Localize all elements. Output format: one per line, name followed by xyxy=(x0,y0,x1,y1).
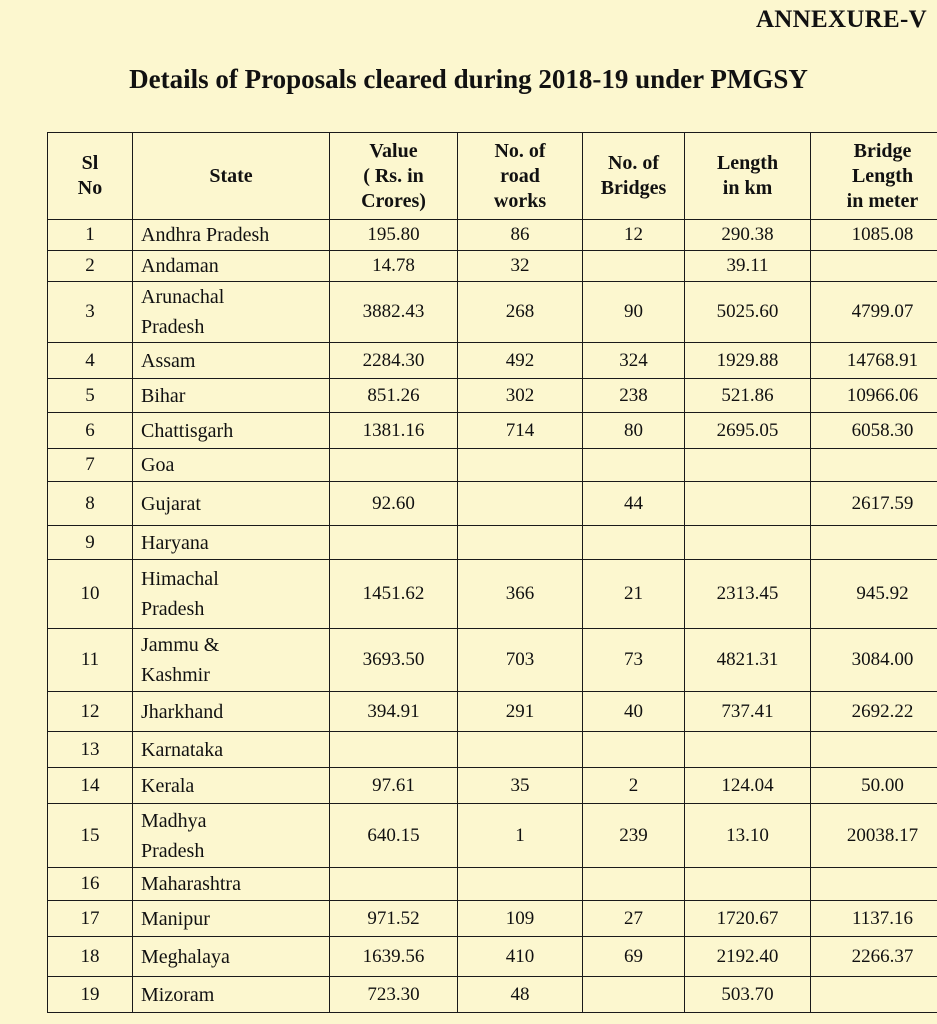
cell-sl-no: 18 xyxy=(48,937,133,977)
cell-bridges: 90 xyxy=(583,282,685,343)
cell-value: 1639.56 xyxy=(330,937,458,977)
cell-road-works: 291 xyxy=(458,692,583,732)
state-name-line: Kashmir xyxy=(141,664,210,686)
header-value: Value ( Rs. in Crores) xyxy=(330,133,458,220)
cell-road-works: 492 xyxy=(458,343,583,379)
cell-sl-no: 1 xyxy=(48,220,133,251)
cell-road-works: 714 xyxy=(458,413,583,449)
cell-bridges xyxy=(583,977,685,1013)
state-name-line: Arunachal xyxy=(141,286,225,308)
table-row xyxy=(48,937,937,977)
cell-bridge-length: 945.92 xyxy=(811,560,937,629)
cell-road-works: 32 xyxy=(458,251,583,282)
cell-bridges: 239 xyxy=(583,804,685,868)
cell-state xyxy=(133,413,330,449)
cell-state xyxy=(133,977,330,1013)
cell-road-works xyxy=(458,732,583,768)
state-name-line: Jammu & xyxy=(141,634,220,656)
cell-sl-no: 19 xyxy=(48,977,133,1013)
cell-bridges: 2 xyxy=(583,768,685,804)
state-name-line: Jharkhand xyxy=(141,700,224,723)
state-name-line: Manipur xyxy=(141,907,210,930)
cell-value xyxy=(330,868,458,901)
cell-length-km xyxy=(685,482,811,526)
cell-sl-no: 17 xyxy=(48,901,133,937)
cell-length-km: 503.70 xyxy=(685,977,811,1013)
table-row xyxy=(48,692,937,732)
cell-bridge-length: 2617.59 xyxy=(811,482,937,526)
cell-sl-no: 14 xyxy=(48,768,133,804)
state-name-line: Pradesh xyxy=(141,598,205,620)
state-name-line: Chattisgarh xyxy=(141,419,234,442)
cell-sl-no: 7 xyxy=(48,449,133,482)
cell-length-km: 4821.31 xyxy=(685,629,811,692)
cell-length-km: 1720.67 xyxy=(685,901,811,937)
state-name-line: Maharashtra xyxy=(141,873,241,895)
cell-bridges xyxy=(583,868,685,901)
cell-state xyxy=(133,379,330,413)
cell-bridges: 27 xyxy=(583,901,685,937)
cell-road-works: 703 xyxy=(458,629,583,692)
cell-bridge-length: 50.00 xyxy=(811,768,937,804)
cell-length-km: 124.04 xyxy=(685,768,811,804)
state-name-line: Andaman xyxy=(141,255,219,277)
cell-sl-no: 10 xyxy=(48,560,133,629)
cell-bridge-length: 1137.16 xyxy=(811,901,937,937)
table-row xyxy=(48,732,937,768)
cell-length-km xyxy=(685,868,811,901)
cell-bridge-length: 2266.37 xyxy=(811,937,937,977)
cell-sl-no: 11 xyxy=(48,629,133,692)
cell-sl-no: 8 xyxy=(48,482,133,526)
cell-value: 394.91 xyxy=(330,692,458,732)
cell-sl-no: 15 xyxy=(48,804,133,868)
header-length-km: Length in km xyxy=(685,133,811,220)
cell-length-km: 2695.05 xyxy=(685,413,811,449)
cell-value xyxy=(330,732,458,768)
table-body xyxy=(48,220,937,1013)
table-row xyxy=(48,220,937,251)
cell-length-km xyxy=(685,732,811,768)
header-sl-no: Sl No xyxy=(48,133,133,220)
cell-road-works: 48 xyxy=(458,977,583,1013)
state-name-line: Kerala xyxy=(141,774,195,797)
cell-sl-no: 4 xyxy=(48,343,133,379)
cell-road-works xyxy=(458,482,583,526)
cell-bridges: 40 xyxy=(583,692,685,732)
cell-bridges: 324 xyxy=(583,343,685,379)
table-row xyxy=(48,629,937,692)
cell-value: 3882.43 xyxy=(330,282,458,343)
table-row xyxy=(48,526,937,560)
state-name-line: Gujarat xyxy=(141,492,201,515)
cell-bridge-length: 3084.00 xyxy=(811,629,937,692)
state-name-line: Haryana xyxy=(141,531,209,554)
state-name-line: Bihar xyxy=(141,384,186,407)
cell-state xyxy=(133,901,330,937)
header-bridge-length: Bridge Length in meter xyxy=(811,133,937,220)
state-name-line: Pradesh xyxy=(141,316,205,338)
cell-bridge-length xyxy=(811,977,937,1013)
cell-length-km xyxy=(685,449,811,482)
cell-bridge-length xyxy=(811,526,937,560)
state-name-line: Meghalaya xyxy=(141,945,230,968)
annexure-label: ANNEXURE-V xyxy=(755,6,927,33)
table-row xyxy=(48,560,937,629)
table-row xyxy=(48,282,937,343)
cell-bridges: 21 xyxy=(583,560,685,629)
cell-length-km: 39.11 xyxy=(685,251,811,282)
cell-value: 723.30 xyxy=(330,977,458,1013)
cell-bridges xyxy=(583,449,685,482)
cell-state xyxy=(133,282,330,343)
cell-road-works: 410 xyxy=(458,937,583,977)
header-road-works: No. of road works xyxy=(458,133,583,220)
cell-bridge-length: 2692.22 xyxy=(811,692,937,732)
cell-sl-no: 2 xyxy=(48,251,133,282)
cell-sl-no: 12 xyxy=(48,692,133,732)
cell-bridges: 69 xyxy=(583,937,685,977)
cell-bridges: 238 xyxy=(583,379,685,413)
cell-road-works: 109 xyxy=(458,901,583,937)
table-row xyxy=(48,379,937,413)
table-row xyxy=(48,482,937,526)
cell-state xyxy=(133,937,330,977)
cell-bridges xyxy=(583,526,685,560)
state-name-line: Mizoram xyxy=(141,983,215,1006)
cell-value: 851.26 xyxy=(330,379,458,413)
cell-value: 1451.62 xyxy=(330,560,458,629)
cell-bridge-length: 14768.91 xyxy=(811,343,937,379)
cell-state xyxy=(133,482,330,526)
cell-length-km: 1929.88 xyxy=(685,343,811,379)
state-name-line: Andhra Pradesh xyxy=(141,224,270,246)
cell-value: 3693.50 xyxy=(330,629,458,692)
cell-value: 2284.30 xyxy=(330,343,458,379)
cell-sl-no: 16 xyxy=(48,868,133,901)
cell-value: 97.61 xyxy=(330,768,458,804)
cell-length-km: 521.86 xyxy=(685,379,811,413)
cell-value xyxy=(330,449,458,482)
cell-value: 640.15 xyxy=(330,804,458,868)
page-title: Details of Proposals cleared during 2018-19 under PMGSY xyxy=(129,64,808,94)
cell-length-km: 737.41 xyxy=(685,692,811,732)
cell-length-km xyxy=(685,526,811,560)
cell-bridges xyxy=(583,251,685,282)
cell-value xyxy=(330,526,458,560)
cell-road-works: 302 xyxy=(458,379,583,413)
table-row xyxy=(48,868,937,901)
cell-value: 195.80 xyxy=(330,220,458,251)
cell-length-km: 13.10 xyxy=(685,804,811,868)
cell-bridges: 73 xyxy=(583,629,685,692)
state-name-line: Assam xyxy=(141,349,196,372)
header-bridges: No. of Bridges xyxy=(583,133,685,220)
table-row xyxy=(48,901,937,937)
table-row xyxy=(48,343,937,379)
table-row xyxy=(48,768,937,804)
table-row xyxy=(48,977,937,1013)
cell-bridges: 12 xyxy=(583,220,685,251)
table-row xyxy=(48,449,937,482)
cell-bridges: 80 xyxy=(583,413,685,449)
cell-sl-no: 9 xyxy=(48,526,133,560)
cell-bridges: 44 xyxy=(583,482,685,526)
cell-road-works xyxy=(458,868,583,901)
cell-value: 92.60 xyxy=(330,482,458,526)
cell-bridge-length: 20038.17 xyxy=(811,804,937,868)
table-row xyxy=(48,251,937,282)
table-row xyxy=(48,413,937,449)
proposals-table xyxy=(47,132,937,1013)
cell-road-works xyxy=(458,526,583,560)
cell-bridge-length: 6058.30 xyxy=(811,413,937,449)
cell-state xyxy=(133,343,330,379)
cell-value: 1381.16 xyxy=(330,413,458,449)
state-name-line: Madhya xyxy=(141,809,207,832)
state-name-line: Goa xyxy=(141,454,175,476)
cell-length-km: 5025.60 xyxy=(685,282,811,343)
cell-sl-no: 6 xyxy=(48,413,133,449)
header-state: State xyxy=(133,133,330,220)
cell-length-km: 290.38 xyxy=(685,220,811,251)
cell-road-works: 1 xyxy=(458,804,583,868)
cell-state xyxy=(133,868,330,901)
cell-road-works xyxy=(458,449,583,482)
cell-road-works: 35 xyxy=(458,768,583,804)
cell-length-km: 2313.45 xyxy=(685,560,811,629)
cell-value: 971.52 xyxy=(330,901,458,937)
table-header-row xyxy=(48,133,937,220)
cell-bridge-length: 4799.07 xyxy=(811,282,937,343)
cell-sl-no: 5 xyxy=(48,379,133,413)
cell-bridge-length: 10966.06 xyxy=(811,379,937,413)
cell-state xyxy=(133,251,330,282)
cell-bridge-length xyxy=(811,868,937,901)
table-row xyxy=(48,804,937,868)
cell-state xyxy=(133,526,330,560)
cell-road-works: 86 xyxy=(458,220,583,251)
cell-bridge-length xyxy=(811,251,937,282)
cell-sl-no: 13 xyxy=(48,732,133,768)
cell-length-km: 2192.40 xyxy=(685,937,811,977)
cell-sl-no: 3 xyxy=(48,282,133,343)
cell-bridge-length xyxy=(811,732,937,768)
state-name-line: Karnataka xyxy=(141,738,224,761)
cell-state xyxy=(133,449,330,482)
state-name-line: Pradesh xyxy=(141,839,205,862)
cell-value: 14.78 xyxy=(330,251,458,282)
cell-bridge-length xyxy=(811,449,937,482)
cell-bridge-length: 1085.08 xyxy=(811,220,937,251)
cell-road-works: 268 xyxy=(458,282,583,343)
cell-state xyxy=(133,768,330,804)
cell-state xyxy=(133,732,330,768)
cell-state xyxy=(133,804,330,868)
cell-bridges xyxy=(583,732,685,768)
cell-state xyxy=(133,629,330,692)
cell-state xyxy=(133,692,330,732)
cell-road-works: 366 xyxy=(458,560,583,629)
cell-state xyxy=(133,560,330,629)
state-name-line: Himachal xyxy=(141,568,219,590)
cell-state xyxy=(133,220,330,251)
